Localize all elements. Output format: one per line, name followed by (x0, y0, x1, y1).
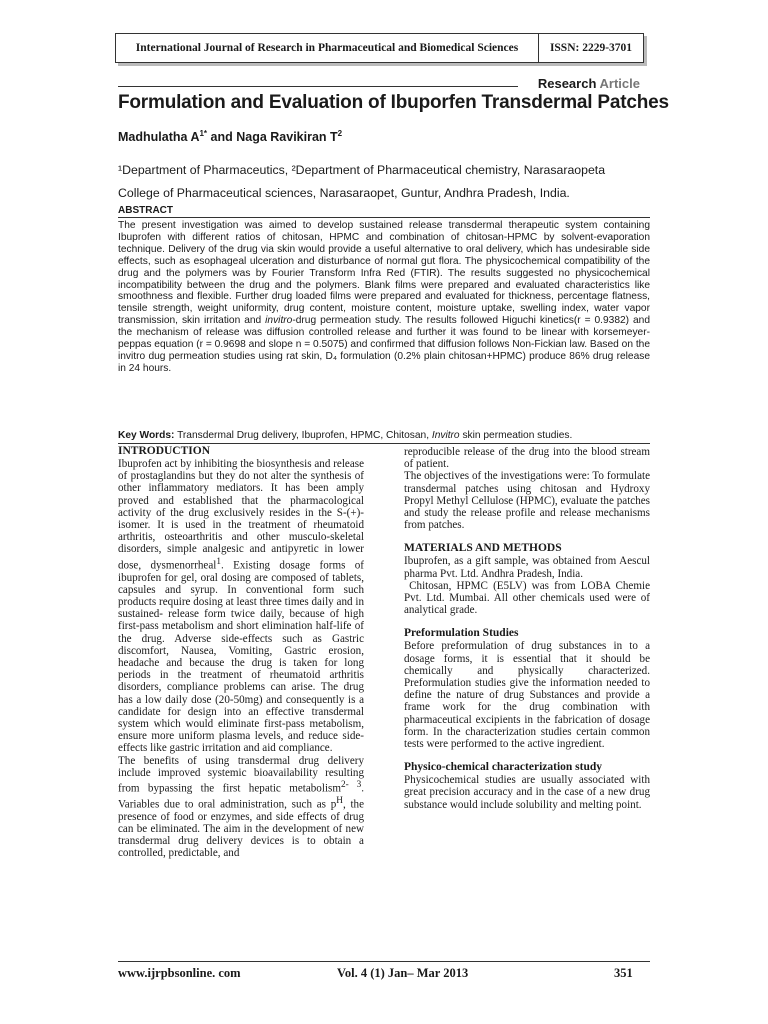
intro-continued: reproducible release of the drug into the blood stream of patient. (404, 446, 650, 471)
author-1-sup: 1* (199, 129, 208, 138)
keywords (118, 430, 658, 441)
intro-p1-text-b: . Existing dosage forms of ibuprofen for gel, oral dosing are composed of tablets, capsules and syrup. In conventional form such products require dosing at least three times daily and in sustained- release form twice daily, because of high first-pass metabolism and short elimination half-life of the drug. Adverse side-effects such as Gastric discomfort, Nausea, Vomiting, Gastric erosion, headache and because the drug is taken for long periods in the treatment of rheumatoid arthritis disorders, compliance problems can arise. The drug has a low daily dose (20-50mg) and consequently is a candidate for design into an effective transdermal system which would eliminate first-pass metabolism, ensure more uniform plasma levels, and reduce side-effects like gastric irritation and aid compliance. (118, 559, 365, 755)
keywords-part-2: skin permeation studies. (459, 430, 573, 441)
abstract-rule (118, 217, 650, 218)
abstract-part-1: The present investigation was aimed to develop sustained release transdermal therapeutic system containing Ibuprofen with different ratios of chitosan, HPMC and combination of chitosan-HPMC by solvent-evaporation technique. Delivery of the drug via skin would provide a useful alternative to oral delivery, which has undesirable side effects, such as esophageal ulceration and disturbance of normal gut flora. The physicochemical compatibility of the drug and the polymers was by Fourier Transform Infra Red (FTIR). The results suggested no physicochemical incompatibility between the drug and the polymers. Blank films were prepared and evaluated characteristics like smoothness and flexible. Further drug loaded films were prepared and evaluated for thickness, percentage flatness, tensile strength, weight uniformity, drug content, moisture content, moisture uptake, swelling index, water vapor transmission, skin irritation and (118, 220, 650, 327)
header-rule (118, 74, 518, 87)
spacer (404, 531, 650, 542)
page-number: 351 (614, 966, 633, 980)
author-2: Naga Ravikiran T (236, 130, 338, 145)
spacer (404, 750, 650, 761)
abstract-text (118, 220, 650, 375)
article-type-second: Article (599, 76, 640, 91)
affiliation-line-1: ¹Department of Pharmaceutics, ²Department of Pharmaceutical chemistry, Narasaraopeta (118, 163, 606, 177)
article-type-first: Research (537, 76, 597, 91)
author-2-sup: 2 (337, 129, 343, 138)
article-type (538, 76, 640, 91)
keywords-part-1: Transdermal Drug delivery, Ibuprofen, HPMC, Chitosan, (174, 430, 432, 441)
materials-paragraph-1: Ibuprofen, as a gift sample, was obtained from Aescul pharma Pvt. Ltd. Andhra Pradesh, India. (404, 555, 650, 580)
keywords-label: Key Words: (118, 430, 175, 441)
affiliation-line-2: College of Pharmaceutical sciences, Narasaraopet, Guntur, Andhra Pradesh, India. (118, 186, 570, 200)
materials-paragraph-2: Chitosan, HPMC (E5LV) was from LOBA Chemie Pvt. Ltd. Mumbai. All other chemicals used were of analytical grade. (404, 579, 653, 617)
intro-p2-text-c: , the presence of food or enzymes, and side effects of drug can be eliminated. The aim in the development of new transdermal drug delivery devices is to obtain a controlled, predictable, and (118, 798, 364, 860)
keywords-rule (118, 443, 650, 444)
intro-p1-ref: 1 (216, 556, 221, 567)
intro-paragraph-1 (118, 458, 364, 755)
journal-name: International Journal of Research in Pharmaceutical and Biomedical Sciences (135, 42, 519, 54)
journal-header-box (115, 33, 644, 63)
intro-p2-ref: 2- 3 (340, 779, 362, 790)
paper-title: Formulation and Evaluation of Ibuporfen Transdermal Patches (118, 92, 669, 113)
intro-p2-sup-h: H (336, 795, 343, 806)
author-1: Madhulatha A (118, 130, 200, 145)
footer-website: www.ijrpbsonline. com (118, 966, 241, 980)
abstract-heading: ABSTRACT (118, 205, 173, 216)
physico-heading: Physico-chemical characterization study (404, 761, 603, 774)
intro-p2-text-a: The benefits of using transdermal drug delivery include improved systemic bioavailability resulting from bypassing the first hepatic metabolism (118, 754, 364, 795)
materials-heading: MATERIALS AND METHODS (404, 542, 562, 555)
footer-rule (118, 961, 650, 962)
intro-p1-text-a: Ibuprofen act by inhibiting the biosynthesis and release of prostaglandins but they do not alter the synthesis of other inflammatory mediators. It has been amply proved and established that the pharmacological activity of the drug exclusively resides in the S-(+)-isomer. It is used in the treatment of rheumatoid arthritis, osteoarthritis and other musculo-skeletal disorders, simple analgesic and antipyretic in lower dose, dysmenorrheal (118, 458, 364, 572)
preformulation-heading: Preformulation Studies (404, 627, 519, 640)
authors (118, 129, 342, 144)
preformulation-paragraph: Before preformulation of drug substances in to a dosage forms, it is essential that it should be chemically and physically characterized. Preformulation studies give the information needed to define the nature of drug Substances and provide a frame work for the drug combination with pharmaceutical excipients in the fabrication of dosage form. In the characterization studies certain common tests were performed to the active ingredient. (404, 640, 650, 751)
footer-volume: Vol. 4 (1) Jan– Mar 2013 (337, 966, 469, 980)
physico-paragraph: Physicochemical studies are usually associated with great precision accuracy and in the case of a new drug substance would include solubility and melting point. (404, 774, 650, 811)
right-column (404, 446, 653, 811)
issn: ISSN: 2229-3701 (549, 42, 633, 54)
intro-paragraph-2 (118, 755, 364, 860)
abstract-italic: invitro (265, 315, 293, 327)
author-joiner: and (207, 130, 237, 145)
abstract-part-2: -drug permeation study. The results followed Higuchi kinetics(r = 0.9382) and the mechanism of release was diffusion controlled release and further it was found to be linear with korsemeyer-peppas equation (r = 0.9698 and slope n = 0.5075) and confirmed that diffusion follows Non-Fickian law. Based on the invitro dug permeation studies using rat skin, D₄ formulation (0.2% plain chitosan+HPMC) produce 86% drug release in 24 hours. (118, 315, 650, 374)
intro-p2-text-b: . Variables due to oral administration, such as p (118, 782, 364, 811)
introduction-heading: INTRODUCTION (118, 445, 211, 457)
spacer (404, 616, 650, 627)
objectives-paragraph: The objectives of the investigations were: To formulate transdermal patches using chitosan and Hydroxy Propyl Methyl Cellulose (HPMC), evaluate the patches and study the release profile and release mechanisms from patches. (404, 470, 650, 532)
keywords-italic: Invitro (431, 430, 460, 441)
left-column (118, 445, 364, 860)
